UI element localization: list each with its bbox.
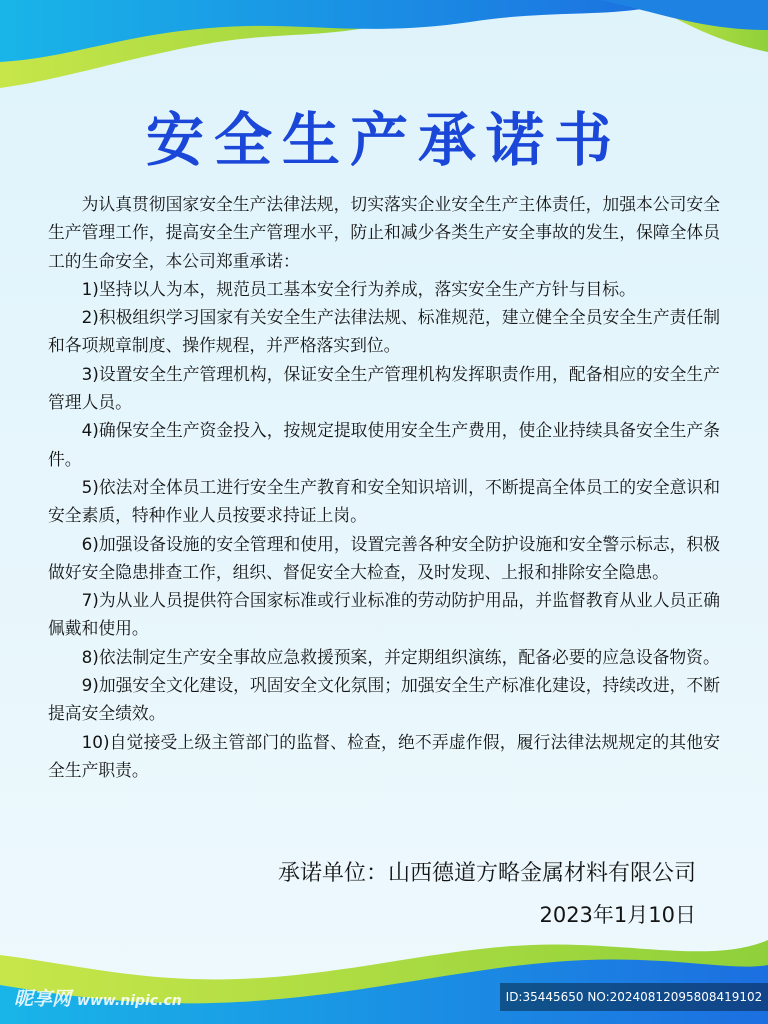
signature-line: 承诺单位：山西德道方略金属材料有限公司 (277, 861, 696, 886)
site-watermark (14, 984, 182, 1011)
document-body (48, 190, 720, 784)
clause-10: 10)自觉接受上级主管部门的监督、检查，绝不弄虚作假，履行法律法规规定的其他安全生产职责。 (48, 731, 720, 780)
image-id-watermark: ID:35445650 NO:20240812095808419102 (500, 983, 768, 1011)
clause-1: 1)坚持以人为本，规范员工基本安全行为养成，落实安全生产方针与目标。 (81, 278, 636, 299)
clause-5: 5)依法对全体员工进行安全生产教育和安全知识培训，不断提高全体员工的安全意识和安全素质，特种作业人员按要求持证上岗。 (48, 476, 720, 526)
site-url: www.nipic.cn (77, 993, 182, 1009)
clause-9: 9)加强安全文化建设，巩固安全文化氛围；加强安全生产标准化建设，持续改进，不断提高安全绩效。 (48, 675, 720, 724)
clause-7: 7)为从业人员提供符合国家标准或行业标准的劳动防护用品，并监督教育从业人员正确佩戴和使用。 (48, 590, 720, 639)
document-title: 安全生产承诺书 (145, 106, 622, 174)
site-name: 昵享网 (14, 988, 72, 1010)
clause-8: 8)依法制定生产安全事故应急救援预案，并定期组织演练，配备必要的应急设备物资。 (81, 646, 720, 667)
clause-2: 2)积极组织学习国家有关安全生产法律法规、标准规范，建立健全全员安全生产责任制和各项规章制度、操作规程，并严格落实到位。 (48, 307, 720, 356)
clause-6: 6)加强设备设施的安全管理和使用，设置完善各种安全防护设施和安全警示标志，积极做好安全隐患排查工作，组织、督促安全大检查，及时发现、上报和排除安全隐患。 (48, 533, 720, 582)
clause-3: 3)设置安全生产管理机构，保证安全生产管理机构发挥职责作用，配备相应的安全生产管理人员。 (48, 363, 720, 413)
date-line: 2023年1月10日 (539, 903, 696, 927)
clause-4: 4)确保安全生产资金投入，按规定提取使用安全生产费用，使企业持续具备安全生产条件。 (48, 420, 720, 469)
intro-paragraph: 为认真贯彻国家安全生产法律法规，切实落实企业安全生产主体责任，加强本公司安全生产管理工作，提高安全生产管理水平，防止和减少各类生产安全事故的发生，保障全体员工的生命安全，本公司郑重承诺： (48, 194, 720, 271)
